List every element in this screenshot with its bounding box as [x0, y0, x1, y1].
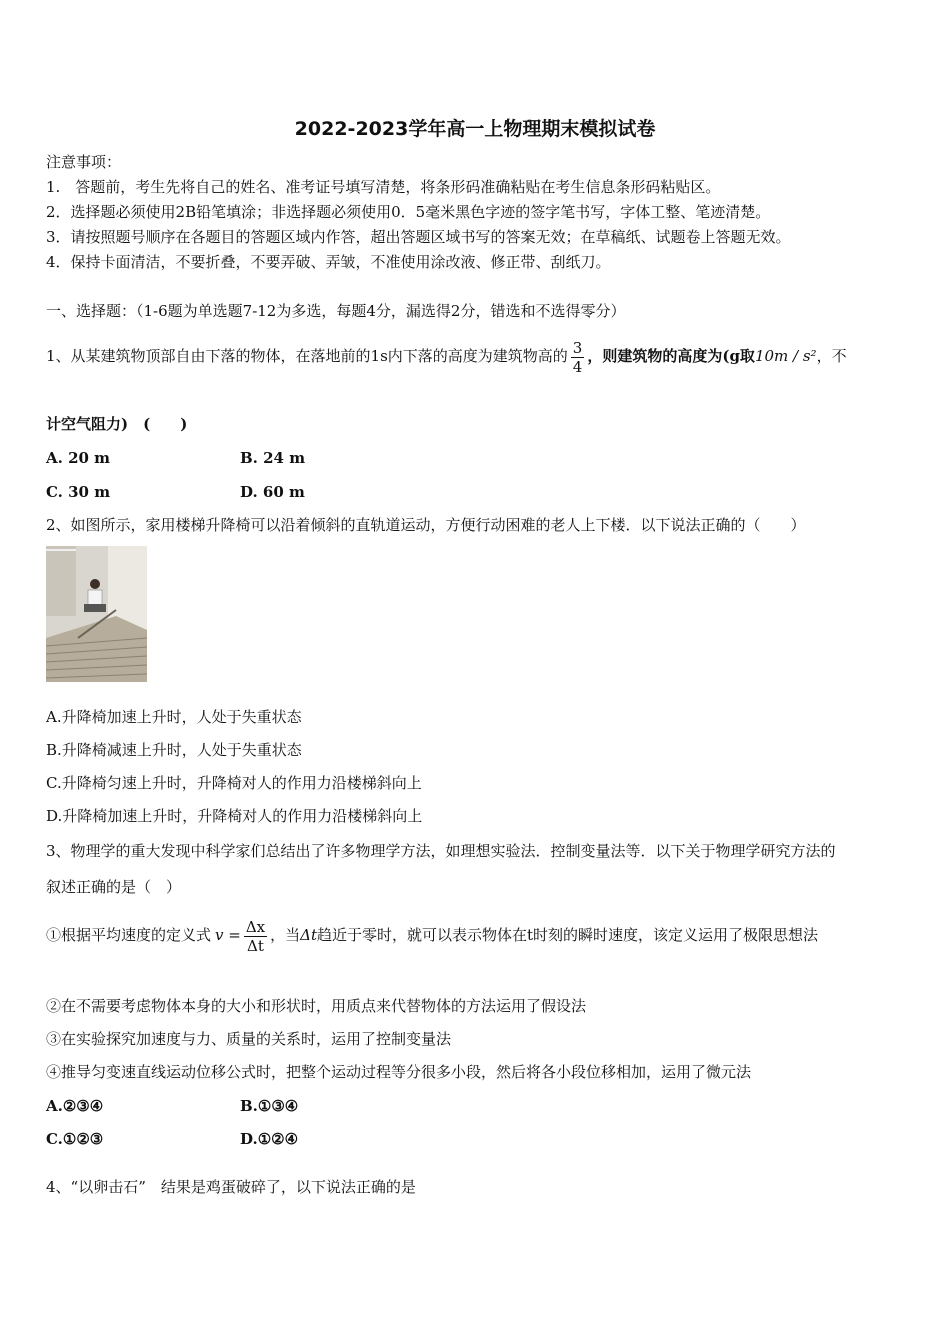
notice-item-3: 3．请按照题号顺序在各题目的答题区域内作答，超出答题区域书写的答案无效；在草稿纸、试题卷上答题无效。: [46, 228, 791, 246]
q3-stem-continued: 叙述正确的是（ ）: [46, 878, 182, 896]
notice-item-4: 4．保持卡面清洁，不要折叠，不要弄破、弄皱，不准使用涂改液、修正带、刮纸刀。: [46, 253, 611, 271]
q3-statement-1-part-a: ①根据平均速度的定义式: [46, 926, 212, 944]
q2-option-c: C.升降椅匀速上升时，升降椅对人的作用力沿楼梯斜向上: [46, 774, 422, 792]
notice-item-2: 2．选择题必须使用2B铅笔填涂；非选择题必须使用0．5毫米黑色字迹的签字笔书写，字体工整、笔迹清楚。: [46, 203, 771, 221]
q2-stem: 2、如图所示，家用楼梯升降椅可以沿着倾斜的直轨道运动，方便行动困难的老人上下楼．以下说法正确的（ ）: [46, 516, 806, 534]
q3-statement-1-part-c: 趋近于零时，就可以表示物体在t时刻的瞬时速度，该定义运用了极限思想法: [317, 926, 819, 944]
section-heading: 一、选择题：（1-6题为单选题7-12为多选，每题4分，漏选得2分，错选和不选得零分）: [46, 302, 626, 320]
q3-option-c: C.①②③: [46, 1130, 104, 1148]
q1-stem: [46, 336, 847, 376]
q3-velocity-fraction: [244, 918, 267, 955]
q3-delta-t: Δt: [300, 926, 318, 944]
q3-velocity-symbol: v =: [215, 926, 241, 944]
page-title: 2022-2023学年高一上物理期末模拟试卷: [294, 118, 656, 140]
q3-option-d: D.①②④: [240, 1130, 299, 1148]
q3-statement-4: ④推导匀变速直线运动位移公式时，把整个运动过程等分很多小段，然后将各小段位移相加，运用了微元法: [46, 1063, 752, 1081]
q1-fraction-numerator: 3: [572, 338, 583, 357]
q1-option-a: A. 20 m: [46, 449, 111, 467]
q1-stem-part-c: ，不: [816, 347, 847, 365]
q3-stem: 3、物理学的重大发现中科学家们总结出了许多物理学方法，如理想实验法．控制变量法等．以下关于物理学研究方法的: [46, 842, 836, 860]
q1-option-d: D. 60 m: [240, 483, 305, 501]
q3-fraction-numerator: Δx: [245, 917, 266, 936]
q1-stem-part-a: 1、从某建筑物顶部自由下落的物体，在落地前的1s内下落的高度为建筑物高的: [46, 347, 568, 365]
q3-option-b: B.①③④: [240, 1097, 299, 1115]
q3-statement-3: ③在实验探究加速度与力、质量的关系时，运用了控制变量法: [46, 1030, 452, 1048]
q3-statement-2: ②在不需要考虑物体本身的大小和形状时，用质点来代替物体的方法运用了假设法: [46, 997, 587, 1015]
q3-statement-1: [46, 915, 818, 955]
q3-option-a: A.②③④: [46, 1097, 104, 1115]
notice-heading: 注意事项：: [46, 153, 122, 171]
q1-fraction: [571, 339, 585, 376]
q3-fraction-denominator: Δt: [247, 936, 264, 955]
q1-stem-part-b: ，则建筑物的高度为(g取: [587, 347, 755, 365]
q4-stem: 4、“以卵击石” 结果是鸡蛋破碎了，以下说法正确的是: [46, 1178, 416, 1196]
q2-option-b: B.升降椅减速上升时，人处于失重状态: [46, 741, 302, 759]
q1-g-value: 10m / s²: [754, 347, 817, 365]
q1-option-c: C. 30 m: [46, 483, 111, 501]
q3-statement-1-part-b: ，当: [270, 926, 301, 944]
q1-option-b: B. 24 m: [240, 449, 306, 467]
notice-item-1: 1. 答题前，考生先将自己的姓名、准考证号填写清楚，将条形码准确粘贴在考生信息条形码粘贴区。: [46, 178, 721, 196]
stair-lift-photo: [46, 546, 147, 682]
q2-option-d: D.升降椅加速上升时，升降椅对人的作用力沿楼梯斜向上: [46, 807, 423, 825]
q1-fraction-denominator: 4: [572, 357, 583, 376]
q1-stem-continued: 计空气阻力) ( ): [46, 415, 188, 433]
q2-option-a: A.升降椅加速上升时，人处于失重状态: [46, 708, 302, 726]
